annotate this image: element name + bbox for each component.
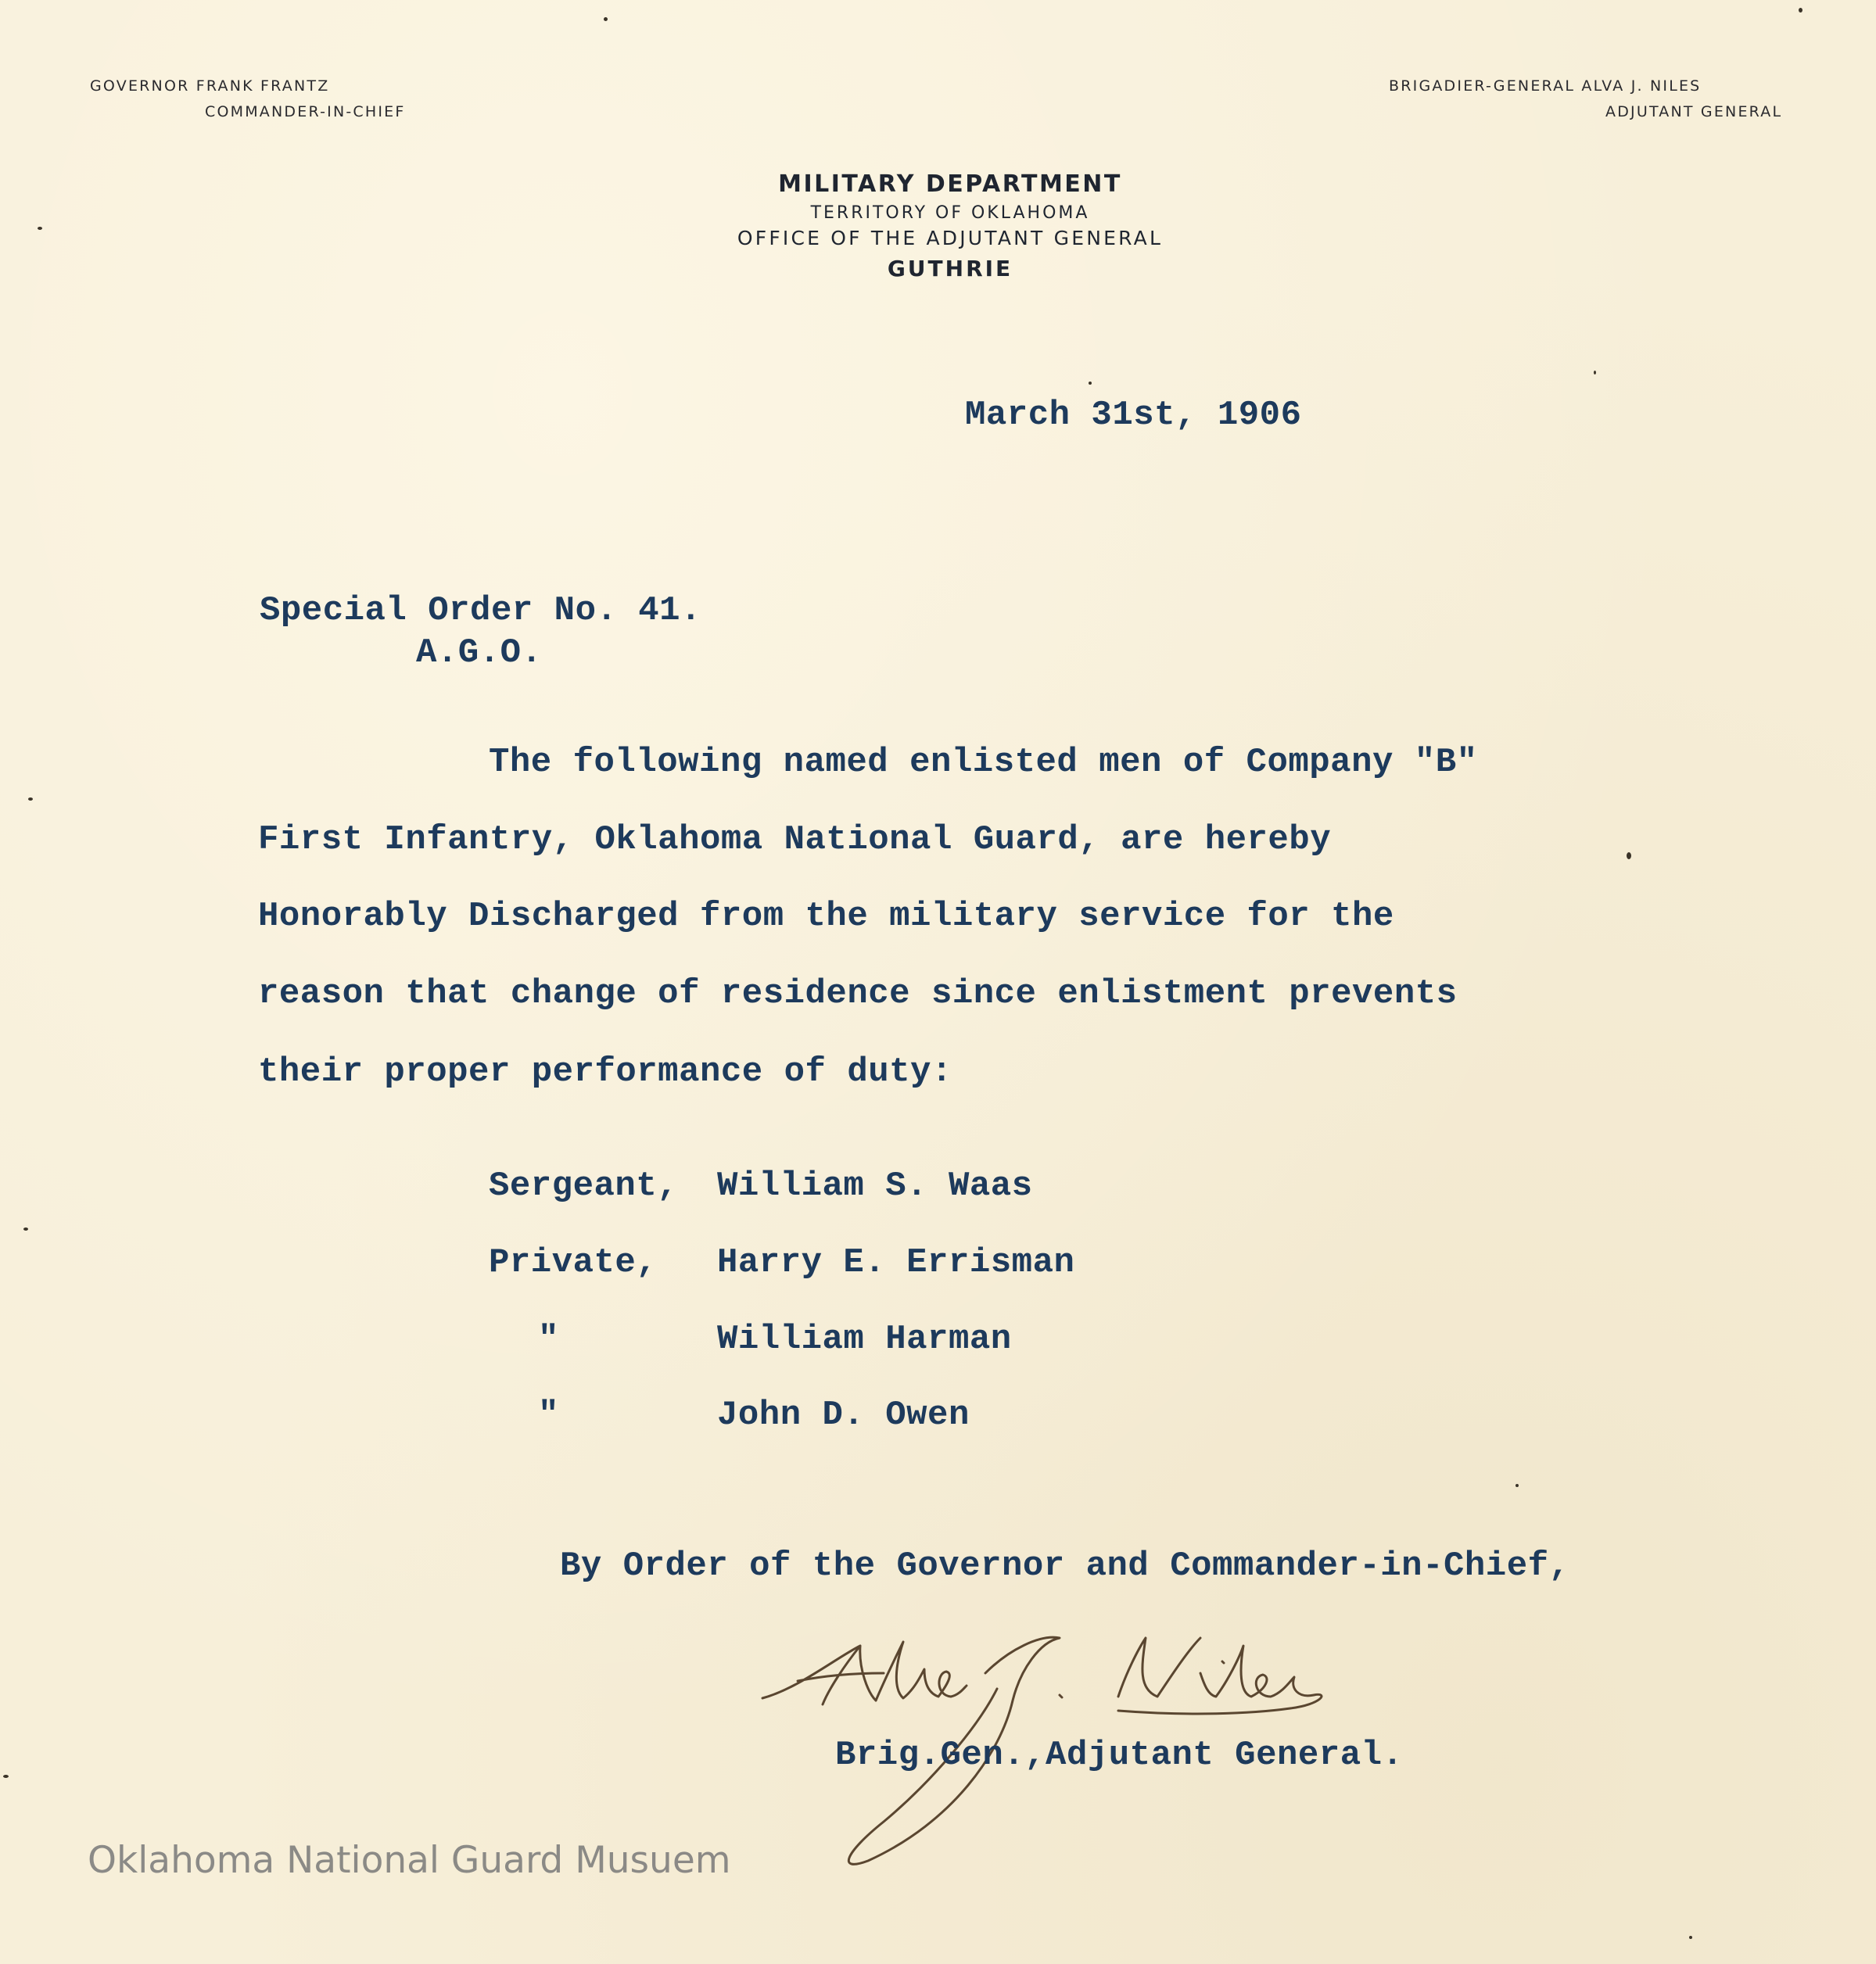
paper-speck xyxy=(604,17,608,21)
body-line: The following named enlisted men of Company "B" xyxy=(489,743,1478,782)
letterhead-governor: GOVERNOR FRANK FRANTZ xyxy=(90,77,330,95)
roster-name: Harry E. Errisman xyxy=(717,1243,1075,1282)
body-line: reason that change of residence since enlistment prevents xyxy=(258,974,1458,1013)
roster-rank: Private, xyxy=(489,1243,658,1282)
letterhead-adjutant: ADJUTANT GENERAL xyxy=(1605,103,1783,120)
roster-name: William S. Waas xyxy=(717,1167,1033,1206)
roster-rank: " xyxy=(538,1320,559,1359)
body-line: First Infantry, Oklahoma National Guard, are hereby xyxy=(258,820,1332,859)
closing-line: By Order of the Governor and Commander-in-Chief, xyxy=(560,1546,1570,1586)
letterhead-commander: COMMANDER-IN-CHIEF xyxy=(205,103,406,120)
body-line: Honorably Discharged from the military service for the xyxy=(258,897,1394,936)
roster-rank: Sergeant, xyxy=(489,1167,679,1206)
paper-speck xyxy=(3,1775,9,1778)
paper-speck xyxy=(1089,382,1092,385)
signer-title: Brig.Gen.,Adjutant General. xyxy=(835,1736,1404,1775)
museum-watermark: Oklahoma National Guard Musuem xyxy=(88,1839,731,1882)
letterhead-brigadier: BRIGADIER-GENERAL ALVA J. NILES xyxy=(1389,77,1702,95)
roster-name: William Harman xyxy=(717,1320,1012,1359)
paper-speck xyxy=(28,797,33,801)
special-order-number: Special Order No. 41. xyxy=(260,591,701,630)
letterhead-office: OFFICE OF THE ADJUTANT GENERAL xyxy=(737,227,1164,249)
letterhead-department: MILITARY DEPARTMENT xyxy=(778,170,1122,198)
letterhead-city: GUTHRIE xyxy=(887,256,1013,281)
paper-speck xyxy=(1627,852,1631,859)
paper-speck xyxy=(1516,1484,1519,1487)
paper-speck xyxy=(1689,1936,1692,1939)
roster-rank: " xyxy=(538,1396,559,1435)
letterhead-territory: TERRITORY OF OKLAHOMA xyxy=(810,203,1090,223)
roster-name: John D. Owen xyxy=(717,1396,970,1435)
paper-speck xyxy=(1594,371,1596,375)
paper-speck xyxy=(23,1228,28,1231)
letter-date: March 31st, 1906 xyxy=(965,396,1302,435)
body-line: their proper performance of duty: xyxy=(258,1052,952,1091)
special-order-ago: A.G.O. xyxy=(416,633,543,672)
paper-speck xyxy=(1799,8,1802,13)
